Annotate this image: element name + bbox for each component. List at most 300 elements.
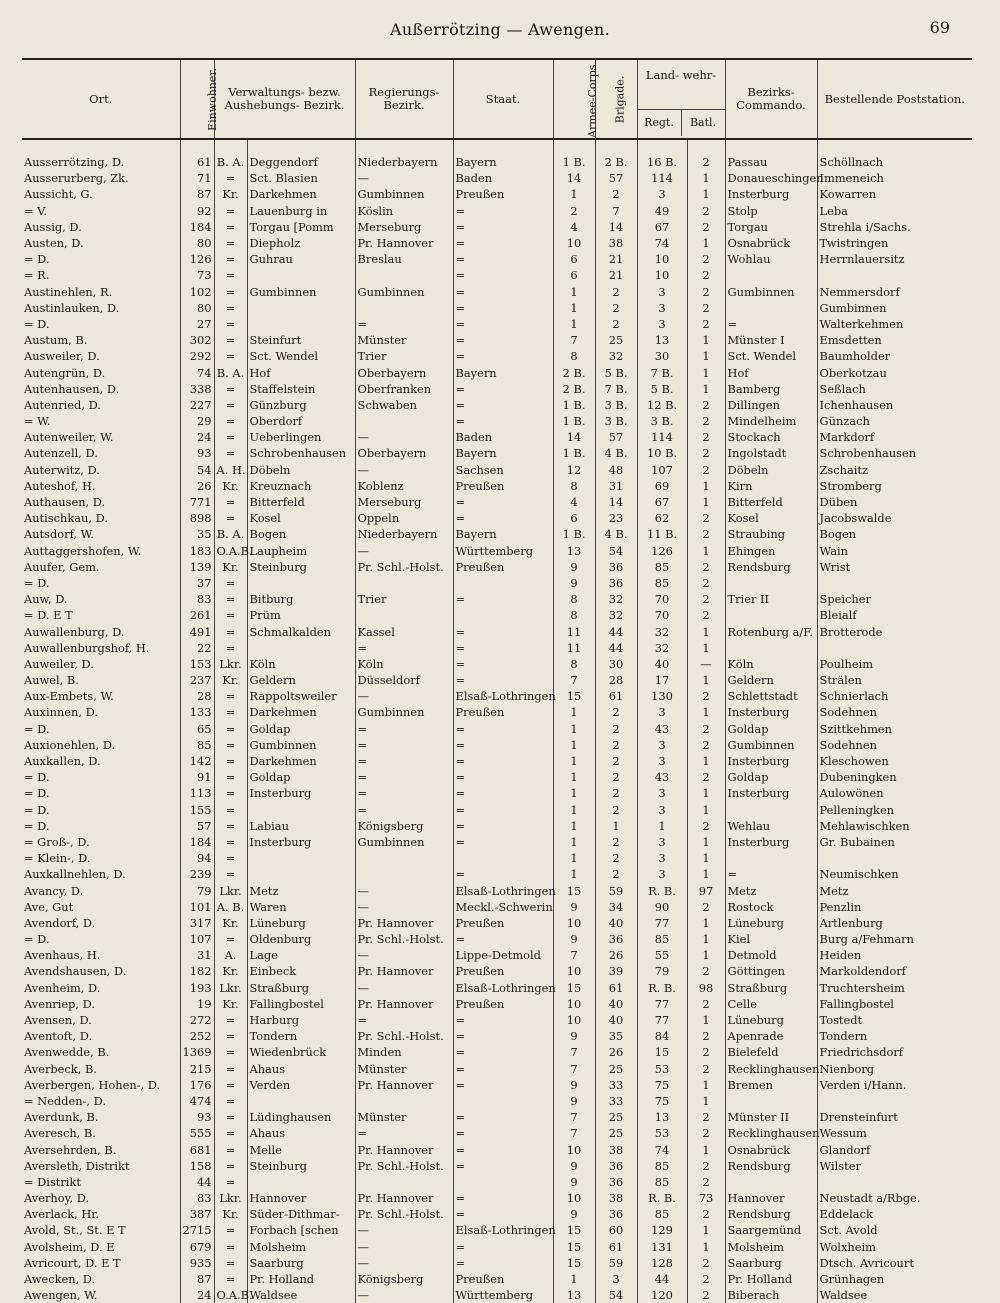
verwaltung-bezirk-cell: Goldap [247, 769, 355, 785]
brigade-cell: 3 B. [595, 413, 637, 429]
bezirks-commando-cell: Wehlau [725, 818, 817, 834]
bezirks-commando-cell: Mindelheim [725, 413, 817, 429]
verwaltung-bezirk-cell: Steinfurt [247, 332, 355, 348]
verwaltung-type-cell: A. [214, 947, 247, 963]
staat-cell: = [453, 1190, 553, 1206]
bezirks-commando-cell: Döbeln [725, 462, 817, 478]
verwaltung-type-cell: = [214, 931, 247, 947]
brigade-cell: 40 [595, 1012, 637, 1028]
armee-corps-cell: 8 [553, 607, 595, 623]
verwaltung-bezirk-cell: Sct. Wendel [247, 348, 355, 364]
table-row [22, 1044, 972, 1060]
verwaltung-type-cell: = [214, 834, 247, 850]
bataillon-cell: 2 [687, 139, 725, 170]
brigade-cell: 36 [595, 931, 637, 947]
poststation-cell: Kowarren [817, 186, 972, 202]
staat-cell: = [453, 267, 553, 283]
brigade-cell: 44 [595, 623, 637, 639]
regiment-cell: 75 [637, 1077, 687, 1093]
armee-corps-cell: 1 B. [553, 397, 595, 413]
verwaltung-type-cell: Lkr. [214, 980, 247, 996]
bezirks-commando-cell: Gumbinnen [725, 284, 817, 300]
brigade-cell: 21 [595, 267, 637, 283]
einwohner-cell: 27 [180, 316, 214, 332]
poststation-cell: Kleschowen [817, 753, 972, 769]
ort-cell: = D. [24, 802, 50, 817]
bataillon-cell: 2 [687, 462, 725, 478]
einwohner-cell: 87 [180, 1271, 214, 1287]
table-row [22, 785, 972, 801]
poststation-cell: Günzach [817, 413, 972, 429]
regiment-cell: 5 B. [637, 381, 687, 397]
bezirks-commando-cell: Donaueschingen [725, 170, 817, 186]
regierung-cell: Gumbinnen [355, 834, 453, 850]
staat-cell: = [453, 300, 553, 316]
einwohner-cell: 387 [180, 1206, 214, 1222]
verwaltung-type-cell: = [214, 1158, 247, 1174]
regiment-cell: 10 [637, 267, 687, 283]
staat-cell: = [453, 1158, 553, 1174]
regierung-cell: Pr. Hannover [355, 915, 453, 931]
regiment-cell: 13 [637, 332, 687, 348]
brigade-cell: 2 [595, 300, 637, 316]
einwohner-cell: 215 [180, 1061, 214, 1077]
verwaltung-bezirk-cell: Lauenburg in [247, 203, 355, 219]
verwaltung-bezirk-cell: Insterburg [247, 834, 355, 850]
bezirks-commando-cell [725, 575, 817, 591]
regiment-cell: 74 [637, 1141, 687, 1157]
table-row [22, 284, 972, 300]
col-ort-header: Ort. [22, 59, 180, 139]
verwaltung-type-cell: = [214, 737, 247, 753]
ort-cell: = D. [24, 252, 50, 267]
regierung-cell: Kassel [355, 623, 453, 639]
table-row [22, 656, 972, 672]
ort-cell: Ave, Gut [24, 899, 74, 914]
bezirks-commando-cell [725, 607, 817, 623]
verwaltung-type-cell: = [214, 381, 247, 397]
staat-cell: Baden [453, 170, 553, 186]
staat-cell: Bayern [453, 364, 553, 380]
bezirks-commando-cell [725, 1174, 817, 1190]
brigade-cell: 25 [595, 1109, 637, 1125]
regierung-cell: Oberfranken [355, 381, 453, 397]
poststation-cell: Schöllnach [817, 139, 972, 170]
armee-corps-cell: 10 [553, 915, 595, 931]
bezirks-commando-cell: Insterburg [725, 186, 817, 202]
table-row [22, 769, 972, 785]
einwohner-cell: 2715 [180, 1222, 214, 1238]
brigade-cell: 60 [595, 1222, 637, 1238]
verwaltung-bezirk-cell: Guhrau [247, 251, 355, 267]
brigade-cell: 26 [595, 1044, 637, 1060]
bataillon-cell: 2 [687, 769, 725, 785]
armee-corps-cell: 10 [553, 235, 595, 251]
ort-cell: = V. [24, 203, 48, 218]
einwohner-cell: 29 [180, 413, 214, 429]
brigade-cell: 40 [595, 915, 637, 931]
bezirks-commando-cell: Sct. Wendel [725, 348, 817, 364]
staat-cell: = [453, 1109, 553, 1125]
verwaltung-bezirk-cell: Staffelstein [247, 381, 355, 397]
brigade-cell: 4 B. [595, 445, 637, 461]
regierung-cell: Trier [355, 348, 453, 364]
bataillon-cell: 1 [687, 494, 725, 510]
einwohner-cell: 83 [180, 591, 214, 607]
brigade-cell: 44 [595, 640, 637, 656]
bataillon-cell: 2 [687, 219, 725, 235]
brigade-cell: 14 [595, 494, 637, 510]
ort-cell: Auxionehlen, D. [24, 737, 116, 752]
einwohner-cell: 261 [180, 607, 214, 623]
einwohner-cell: 24 [180, 429, 214, 445]
einwohner-cell: 19 [180, 996, 214, 1012]
brigade-cell: 36 [595, 575, 637, 591]
regierung-cell: Pr. Hannover [355, 963, 453, 979]
regiment-cell: 120 [637, 1287, 687, 1303]
regiment-cell: 13 [637, 1109, 687, 1125]
poststation-cell: Neustadt a/Rbge. [817, 1190, 972, 1206]
einwohner-cell: 184 [180, 834, 214, 850]
regierung-cell: Oberbayern [355, 445, 453, 461]
armee-corps-cell: 9 [553, 1174, 595, 1190]
verwaltung-bezirk-cell: Ueberlingen [247, 429, 355, 445]
brigade-cell: 2 [595, 850, 637, 866]
ort-cell: Authausen, D. [24, 495, 106, 510]
regiment-cell: 67 [637, 494, 687, 510]
bezirks-commando-cell: Lüneburg [725, 1012, 817, 1028]
poststation-cell: Burg a/Fehmarn [817, 931, 972, 947]
armee-corps-cell: 1 [553, 1271, 595, 1287]
armee-corps-cell: 11 [553, 640, 595, 656]
einwohner-cell: 44 [180, 1174, 214, 1190]
einwohner-cell: 139 [180, 559, 214, 575]
einwohner-cell: 24 [180, 1287, 214, 1303]
poststation-cell: Poulheim [817, 656, 972, 672]
brigade-cell: 2 [595, 186, 637, 202]
einwohner-cell: 83 [180, 1190, 214, 1206]
ort-cell: = D. [24, 721, 50, 736]
armee-corps-cell: 1 [553, 704, 595, 720]
table-row [22, 186, 972, 202]
verwaltung-type-cell: = [214, 753, 247, 769]
table-row [22, 219, 972, 235]
staat-cell: Preußen [453, 915, 553, 931]
table-row [22, 1158, 972, 1174]
poststation-cell: Metz [817, 882, 972, 898]
bataillon-cell: 1 [687, 381, 725, 397]
einwohner-cell: 57 [180, 818, 214, 834]
regierung-cell: Königsberg [355, 1271, 453, 1287]
poststation-cell: Tostedt [817, 1012, 972, 1028]
regiment-cell: 43 [637, 769, 687, 785]
brigade-cell: 2 [595, 769, 637, 785]
armee-corps-cell: 2 [553, 203, 595, 219]
regiment-cell: 40 [637, 656, 687, 672]
regiment-cell: 10 B. [637, 445, 687, 461]
armee-corps-cell: 1 [553, 818, 595, 834]
table-row [22, 996, 972, 1012]
verwaltung-type-cell: = [214, 704, 247, 720]
bataillon-cell: 2 [687, 1255, 725, 1271]
poststation-cell: Zschaitz [817, 462, 972, 478]
einwohner-cell: 227 [180, 397, 214, 413]
regierung-cell [355, 413, 453, 429]
col-regt-header: Regt. [644, 116, 674, 129]
ort-cell: Avenhaus, H. [24, 948, 101, 963]
bataillon-cell: 1 [687, 1012, 725, 1028]
bezirks-commando-cell: Münster II [725, 1109, 817, 1125]
verwaltung-type-cell: = [214, 1077, 247, 1093]
ort-cell: Auwallenburg, D. [24, 624, 125, 639]
armee-corps-cell: 1 [553, 186, 595, 202]
bezirks-commando-cell: Bremen [725, 1077, 817, 1093]
regierung-cell: Münster [355, 332, 453, 348]
verwaltung-bezirk-cell: Oberdorf [247, 413, 355, 429]
table-row [22, 397, 972, 413]
staat-cell: = [453, 381, 553, 397]
bezirks-commando-cell: Ingolstadt [725, 445, 817, 461]
regiment-cell: 12 B. [637, 397, 687, 413]
bataillon-cell: 1 [687, 850, 725, 866]
table-row [22, 364, 972, 380]
bataillon-cell: 1 [687, 364, 725, 380]
poststation-cell: Ichenhausen [817, 397, 972, 413]
verwaltung-type-cell: = [214, 1141, 247, 1157]
poststation-cell: Wilster [817, 1158, 972, 1174]
ort-cell: Awecken, D. [24, 1272, 96, 1287]
bezirks-commando-cell: Lüneburg [725, 915, 817, 931]
armee-corps-cell: 10 [553, 1190, 595, 1206]
bataillon-cell: 2 [687, 1206, 725, 1222]
poststation-cell: Drensteinfurt [817, 1109, 972, 1125]
regiment-cell: 3 [637, 802, 687, 818]
bezirks-commando-cell: Geldern [725, 672, 817, 688]
einwohner-cell: 338 [180, 381, 214, 397]
verwaltung-bezirk-cell: Molsheim [247, 1239, 355, 1255]
regiment-cell: 3 [637, 737, 687, 753]
bezirks-commando-cell: Metz [725, 882, 817, 898]
table-row [22, 381, 972, 397]
verwaltung-bezirk-cell: Laupheim [247, 543, 355, 559]
poststation-cell: Gumbinnen [817, 300, 972, 316]
regierung-cell: Pr. Hannover [355, 235, 453, 251]
verwaltung-type-cell: = [214, 251, 247, 267]
poststation-cell: Wolxheim [817, 1239, 972, 1255]
table-row [22, 332, 972, 348]
verwaltung-bezirk-cell [247, 1093, 355, 1109]
table-row [22, 818, 972, 834]
verwaltung-bezirk-cell [247, 640, 355, 656]
regierung-cell: — [355, 688, 453, 704]
verwaltung-bezirk-cell: Labiau [247, 818, 355, 834]
regiment-cell: 3 [637, 300, 687, 316]
regiment-cell: 77 [637, 996, 687, 1012]
verwaltung-type-cell: = [214, 1028, 247, 1044]
poststation-cell [817, 1174, 972, 1190]
einwohner-cell: 92 [180, 203, 214, 219]
ort-cell: Auteshof, H. [24, 478, 96, 493]
bezirks-commando-cell: Ehingen [725, 543, 817, 559]
regiment-cell: 3 [637, 316, 687, 332]
staat-cell: = [453, 397, 553, 413]
verwaltung-bezirk-cell: Waren [247, 899, 355, 915]
einwohner-cell: 93 [180, 445, 214, 461]
brigade-cell: 2 [595, 284, 637, 300]
bezirks-commando-cell: Bielefeld [725, 1044, 817, 1060]
ort-cell: Auweiler, D. [24, 656, 94, 671]
staat-cell: Preußen [453, 478, 553, 494]
col-einwohner-header: Einwohner. [180, 59, 214, 139]
ort-cell: Averhoy, D. [24, 1191, 90, 1206]
ort-cell: Auxinnen, D. [24, 705, 98, 720]
einwohner-cell: 61 [180, 139, 214, 170]
regierung-cell: Niederbayern [355, 526, 453, 542]
armee-corps-cell: 1 [553, 737, 595, 753]
regierung-cell: Schwaben [355, 397, 453, 413]
page-number: 69 [929, 18, 950, 37]
armee-corps-cell: 1 [553, 785, 595, 801]
bezirks-commando-cell: Rendsburg [725, 1206, 817, 1222]
verwaltung-bezirk-cell: Lage [247, 947, 355, 963]
verwaltung-type-cell: = [214, 1012, 247, 1028]
brigade-cell: 34 [595, 899, 637, 915]
poststation-cell: Sct. Avold [817, 1222, 972, 1238]
bezirks-commando-cell: Rostock [725, 899, 817, 915]
table-row [22, 1255, 972, 1271]
verwaltung-bezirk-cell [247, 850, 355, 866]
bataillon-cell: 1 [687, 1239, 725, 1255]
regiment-cell: 90 [637, 899, 687, 915]
regierung-cell: — [355, 1255, 453, 1271]
col-brigade-header: Brigade. [595, 59, 637, 139]
staat-cell: = [453, 413, 553, 429]
armee-corps-cell: 15 [553, 1255, 595, 1271]
table-row [22, 1190, 972, 1206]
ort-cell: Ausserrötzing, D. [24, 155, 125, 170]
armee-corps-cell: 10 [553, 1141, 595, 1157]
ort-cell: Averbeck, B. [24, 1061, 97, 1076]
poststation-cell: Eddelack [817, 1206, 972, 1222]
regierung-cell: — [355, 899, 453, 915]
regiment-cell: 3 [637, 704, 687, 720]
bataillon-cell: 2 [687, 1061, 725, 1077]
regiment-cell: 3 [637, 186, 687, 202]
armee-corps-cell: 4 [553, 219, 595, 235]
bezirks-commando-cell: = [725, 316, 817, 332]
regierung-cell: Pr. Hannover [355, 996, 453, 1012]
bataillon-cell: 1 [687, 785, 725, 801]
poststation-cell: Waldsee [817, 1287, 972, 1303]
gazetteer-table [22, 58, 972, 1303]
poststation-cell: Düben [817, 494, 972, 510]
table-row [22, 413, 972, 429]
poststation-cell: Schrobenhausen [817, 445, 972, 461]
staat-cell: = [453, 802, 553, 818]
armee-corps-cell: 8 [553, 478, 595, 494]
verwaltung-type-cell: B. A. [214, 526, 247, 542]
ort-cell: = D. [24, 786, 50, 801]
armee-corps-cell: 1 [553, 721, 595, 737]
einwohner-cell: 91 [180, 769, 214, 785]
brigade-cell: 1 [595, 818, 637, 834]
armee-corps-cell: 10 [553, 996, 595, 1012]
ort-cell: Aversehrden, B. [24, 1142, 117, 1157]
verwaltung-type-cell: Kr. [214, 672, 247, 688]
verwaltung-bezirk-cell [247, 267, 355, 283]
regierung-cell: Pr. Hannover [355, 1190, 453, 1206]
regiment-cell: R. B. [637, 1190, 687, 1206]
staat-cell: Preußen [453, 1271, 553, 1287]
bezirks-commando-cell: Molsheim [725, 1239, 817, 1255]
bezirks-commando-cell: = [725, 866, 817, 882]
bataillon-cell: 2 [687, 267, 725, 283]
table-row [22, 1028, 972, 1044]
regierung-cell: Koblenz [355, 478, 453, 494]
bataillon-cell: 97 [687, 882, 725, 898]
table-row [22, 737, 972, 753]
regiment-cell: 85 [637, 575, 687, 591]
regiment-cell: 16 B. [637, 139, 687, 170]
einwohner-cell: 679 [180, 1239, 214, 1255]
ort-cell: Awengen, W. [24, 1288, 98, 1303]
regiment-cell: 44 [637, 1271, 687, 1287]
brigade-cell: 39 [595, 963, 637, 979]
table-row [22, 591, 972, 607]
staat-cell: = [453, 818, 553, 834]
bataillon-cell: 2 [687, 1028, 725, 1044]
regiment-cell: 84 [637, 1028, 687, 1044]
bezirks-commando-cell: Bitterfeld [725, 494, 817, 510]
ort-cell: Avenwedde, B. [24, 1045, 110, 1060]
ort-cell: Avenriep, D. [24, 996, 95, 1011]
regiment-cell: 69 [637, 478, 687, 494]
bataillon-cell: 2 [687, 721, 725, 737]
regierung-cell: Merseburg [355, 494, 453, 510]
verwaltung-bezirk-cell: Hof [247, 364, 355, 380]
bataillon-cell: 1 [687, 866, 725, 882]
armee-corps-cell: 9 [553, 899, 595, 915]
armee-corps-cell: 9 [553, 1077, 595, 1093]
table-row [22, 704, 972, 720]
verwaltung-bezirk-cell: Süder-Dithmar- [247, 1206, 355, 1222]
bataillon-cell: 2 [687, 1044, 725, 1060]
poststation-cell: Jacobswalde [817, 510, 972, 526]
brigade-cell: 3 [595, 1271, 637, 1287]
einwohner-cell: 93 [180, 1109, 214, 1125]
table-row [22, 753, 972, 769]
staat-cell: Baden [453, 429, 553, 445]
armee-corps-cell: 7 [553, 947, 595, 963]
bezirks-commando-cell: Passau [725, 139, 817, 170]
bataillon-cell: 1 [687, 931, 725, 947]
bezirks-commando-cell: Osnabrück [725, 1141, 817, 1157]
ort-cell: Averbergen, Hohen-, D. [24, 1077, 161, 1092]
poststation-cell: Herrnlauersitz [817, 251, 972, 267]
bataillon-cell: 2 [687, 316, 725, 332]
poststation-cell: Markdorf [817, 429, 972, 445]
ort-cell: Averdunk, B. [24, 1110, 99, 1125]
einwohner-cell: 317 [180, 915, 214, 931]
armee-corps-cell: 9 [553, 1093, 595, 1109]
regierung-cell: = [355, 802, 453, 818]
brigade-cell: 2 [595, 866, 637, 882]
regierung-cell: Pr. Schl.-Holst. [355, 559, 453, 575]
table-row [22, 139, 972, 170]
verwaltung-bezirk-cell: Goldap [247, 721, 355, 737]
armee-corps-cell: 1 [553, 850, 595, 866]
regiment-cell: 77 [637, 915, 687, 931]
